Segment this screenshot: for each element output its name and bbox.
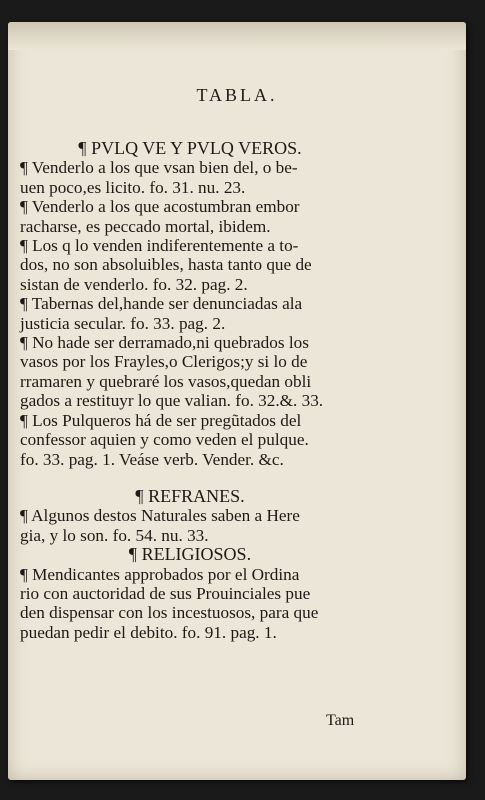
- text-line: den dispensar con los incestuosos, para que: [20, 603, 319, 623]
- text-line: ¶ Algunos destos Naturales saben a Here: [20, 506, 300, 526]
- text-line: ¶ Tabernas del,hande ser denunciadas ala: [20, 294, 303, 314]
- text-line: sistan de venderlo. fo. 32. pag. 2.: [20, 274, 248, 294]
- spacer: [20, 469, 360, 487]
- text-line: ¶ Venderlo a los que acostumbran embor: [20, 197, 300, 217]
- text-line: justicia secular. fo. 33. pag. 2.: [20, 313, 226, 333]
- text-line: ¶ Mendicantes approbados por el Ordina: [20, 564, 300, 584]
- text-line: rio con auctoridad de sus Prouinciales pue: [20, 583, 311, 603]
- text-line: racharse, es peccado mortal, ibidem.: [20, 216, 271, 236]
- text-line: fo. 33. pag. 1. Veáse verb. Vender. &c.: [20, 449, 284, 469]
- page-header: TABLA.: [196, 85, 278, 105]
- text-line: puedan pedir el debito. fo. 91. pag. 1.: [20, 622, 277, 642]
- catchword: Tam: [326, 712, 355, 729]
- text-line: ¶ Venderlo a los que vsan bien del, o be-: [20, 158, 298, 178]
- section-heading-pulque: ¶ PVLQ VE Y PVLQ VEROS.: [78, 138, 302, 158]
- text-line: dos, no son absoluibles, hasta tanto que de: [20, 255, 312, 275]
- text-line: uen poco,es licito. fo. 31. nu. 23.: [20, 177, 246, 197]
- text-line: gia, y lo son. fo. 54. nu. 33.: [20, 525, 209, 545]
- text-line: ¶ Los Pulqueros há de ser pregũtados del: [20, 410, 302, 430]
- text-line: ¶ No hade ser derramado,ni quebrados los: [20, 333, 309, 353]
- section-heading-religiosos: ¶ RELIGIOSOS.: [128, 544, 252, 565]
- text-line: vasos por los Frayles,o Clerigos;y si lo de: [20, 352, 308, 372]
- section-heading-refranes: ¶ REFRANES.: [135, 485, 245, 506]
- text-line: rramaren y quebraré los vasos,quedan obli: [20, 371, 312, 391]
- book-page: [8, 22, 466, 780]
- text-line: ¶ Los q lo venden indiferentemente a to-: [20, 236, 299, 256]
- text-line: confessor aquien y como veden el pulque.: [20, 430, 309, 450]
- text-block: [20, 139, 360, 642]
- text-line: gados a restituyr lo que valian. fo. 32.&. 33.: [20, 391, 324, 411]
